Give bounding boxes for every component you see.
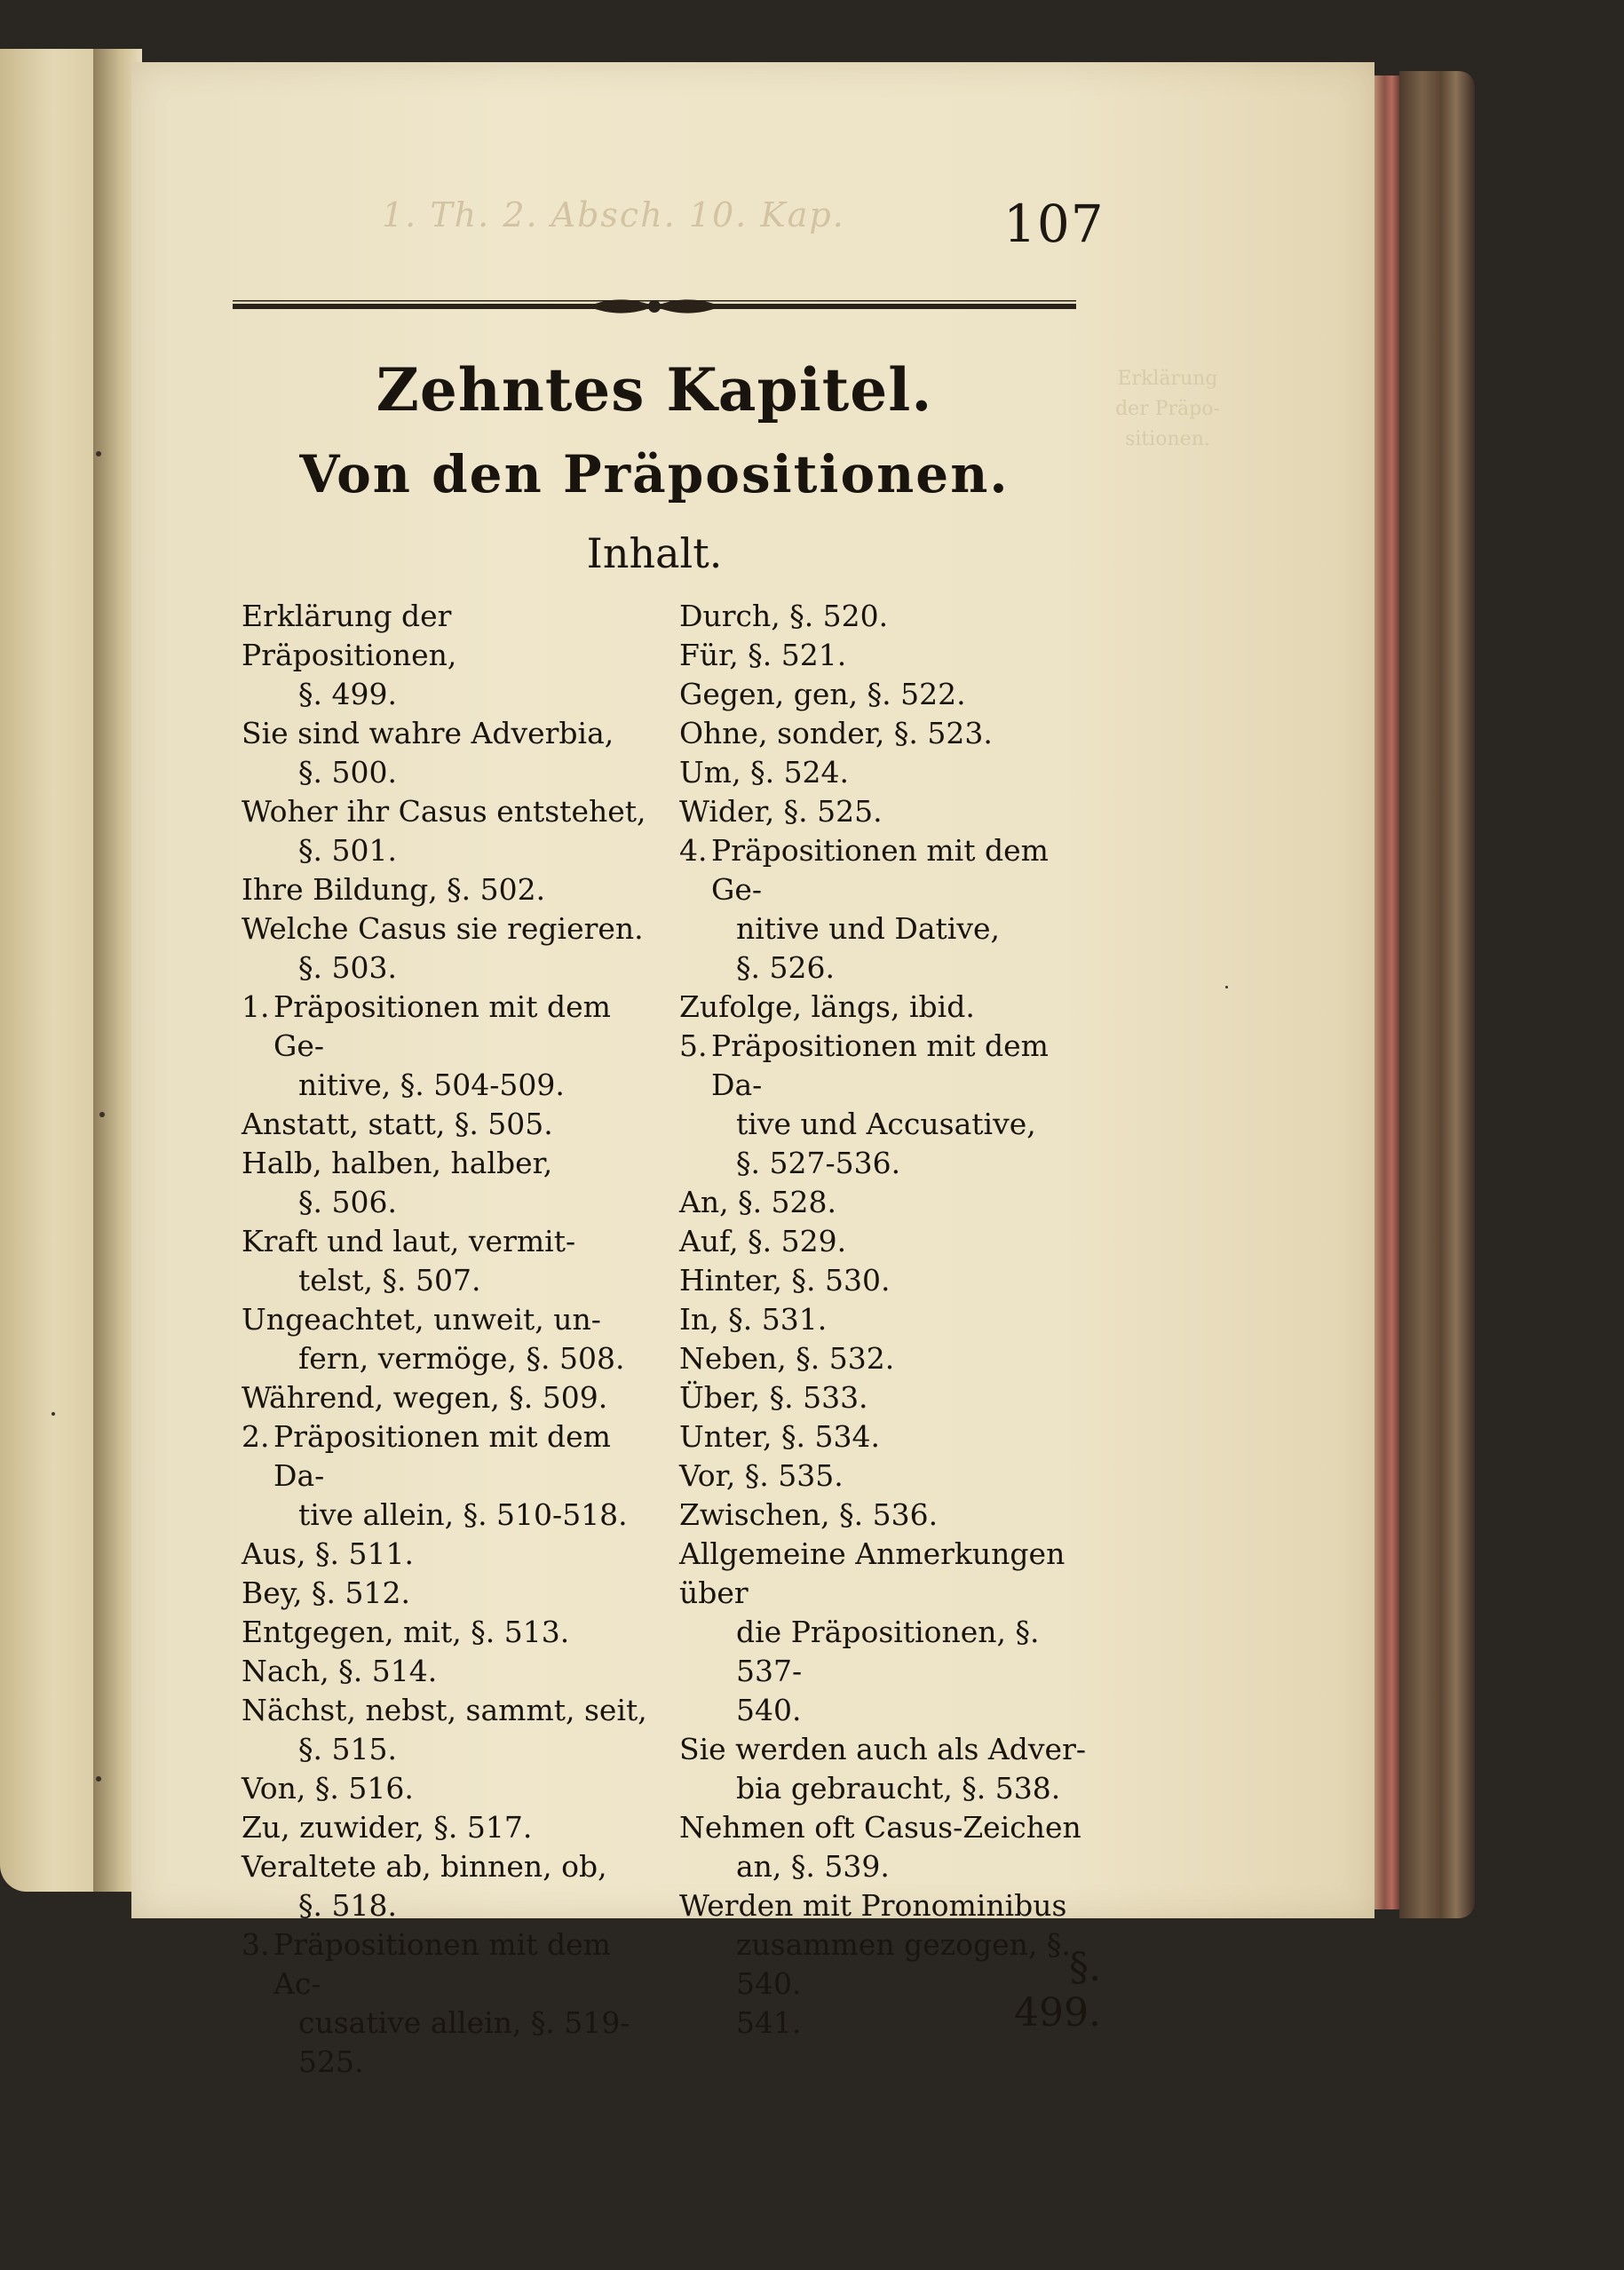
page-edge	[1374, 75, 1399, 1909]
entry-number: 3.	[242, 1927, 270, 1962]
entry-line: zusammen gezogen, §. 540.	[736, 1927, 1071, 2001]
contents-entry	[242, 1925, 659, 2082]
entry-line: Von, §. 516.	[242, 1771, 414, 1806]
entry-line: Erklärung der Präpositionen,	[242, 599, 457, 672]
entry-line: Sie sind wahre Adverbia,	[242, 716, 614, 750]
contents-entry	[679, 714, 1101, 753]
contents-entry	[679, 753, 1101, 792]
entry-line: §. 503.	[298, 950, 397, 985]
ornament-center	[648, 300, 661, 313]
entry-line: Nach, §. 514.	[242, 1654, 438, 1688]
entry-line: Durch, §. 520.	[679, 599, 889, 633]
entry-line: Wider, §. 525.	[679, 794, 883, 829]
entry-line: Entgegen, mit, §. 513.	[242, 1615, 570, 1649]
contents-entry	[679, 1730, 1101, 1808]
contents-entry	[679, 1417, 1101, 1456]
contents-entry	[242, 988, 659, 1105]
entry-line: §. 526.	[736, 950, 835, 985]
entry-line: Allgemeine Anmerkungen über	[679, 1536, 1066, 1610]
entry-line: §. 499.	[298, 677, 397, 711]
entry-line: Woher ihr Casus entstehet,	[242, 794, 646, 829]
contents-entry	[679, 1027, 1101, 1183]
entry-line: Auf, §. 529.	[679, 1224, 847, 1258]
contents-entry	[242, 1691, 659, 1769]
entry-line: cusative allein, §. 519-	[298, 2005, 630, 2040]
contents-entry	[679, 831, 1101, 988]
contents-entry	[242, 1105, 659, 1144]
contents-entry	[242, 1222, 659, 1300]
entry-line: Für, §. 521.	[679, 638, 847, 672]
entry-line: Nächst, nebst, sammt, seit,	[242, 1693, 647, 1727]
entry-line: fern, vermöge, §. 508.	[298, 1341, 625, 1376]
entry-line: §. 500.	[298, 755, 397, 790]
entry-line: Halb, halben, halber,	[242, 1146, 553, 1180]
entry-line: Präpositionen mit dem Ge-	[711, 833, 1049, 907]
entry-line: Ungeachtet, unweit, un-	[242, 1302, 601, 1337]
entry-line: Vor, §. 535.	[679, 1458, 844, 1493]
contents-left-column	[242, 597, 659, 2082]
entry-line: Zwischen, §. 536.	[679, 1497, 939, 1532]
contents-entry	[242, 870, 659, 909]
entry-line: Werden mit Pronominibus	[679, 1888, 1067, 1923]
entry-line: Nehmen oft Casus-Zeichen	[679, 1810, 1081, 1845]
ghost-margin-line: Erklärung	[1117, 368, 1218, 390]
ghost-margin-line: sitionen.	[1125, 428, 1210, 450]
entry-line: Ohne, sonder, §. 523.	[679, 716, 993, 750]
page-number: 107	[1003, 194, 1105, 254]
contents-entry	[242, 1535, 659, 1574]
contents-entry	[242, 1652, 659, 1691]
contents-entry	[679, 636, 1101, 675]
contents-entry	[679, 1339, 1101, 1378]
entry-line: Kraft und laut, vermit-	[242, 1224, 576, 1258]
entry-line: Präpositionen mit dem Ac-	[273, 1927, 611, 2001]
contents-entry	[679, 1222, 1101, 1261]
entry-line: Präpositionen mit dem Da-	[273, 1419, 611, 1493]
entry-line: §. 515.	[298, 1732, 397, 1766]
entry-line: nitive und Dative,	[736, 911, 1001, 946]
chapter-title: Zehntes Kapitel.	[376, 355, 933, 425]
bleed-through-margin	[1105, 364, 1230, 455]
contents-entry	[242, 1847, 659, 1925]
entry-line: tive allein, §. 510-518.	[298, 1497, 628, 1532]
book-cover	[1399, 71, 1475, 1918]
entry-line: Gegen, gen, §. 522.	[679, 677, 966, 711]
contents-entry	[679, 1496, 1101, 1535]
entry-line: Zufolge, längs, ibid.	[679, 989, 975, 1024]
contents-right-column	[679, 597, 1101, 2043]
contents-entry	[242, 792, 659, 870]
entry-line: telst, §. 507.	[298, 1263, 481, 1298]
entry-line: §. 501.	[298, 833, 397, 868]
entry-line: an, §. 539.	[736, 1849, 890, 1884]
contents-entry	[679, 792, 1101, 831]
entry-line: §. 527-536.	[736, 1146, 901, 1180]
entry-line: 540.	[736, 1693, 802, 1727]
contents-entry	[679, 1378, 1101, 1417]
entry-line: Zu, zuwider, §. 517.	[242, 1810, 533, 1845]
contents-entry	[242, 1144, 659, 1222]
contents-entry	[679, 1456, 1101, 1496]
contents-entry	[679, 1183, 1101, 1222]
contents-entry	[242, 1417, 659, 1535]
entry-line: tive und Accusative,	[736, 1107, 1036, 1141]
entry-line: Präpositionen mit dem Ge-	[273, 989, 611, 1063]
contents-entry	[242, 1808, 659, 1847]
entry-line: Ihre Bildung, §. 502.	[242, 872, 546, 907]
contents-entry	[679, 1261, 1101, 1300]
entry-number: 4.	[679, 833, 708, 868]
entry-number: 1.	[242, 989, 270, 1024]
contents-entry	[242, 909, 659, 988]
contents-entry	[242, 1300, 659, 1378]
entry-number: 2.	[242, 1419, 270, 1454]
entry-line: An, §. 528.	[679, 1185, 837, 1219]
contents-entry	[242, 1378, 659, 1417]
bleed-through-header: 1. Th. 2. Absch. 10. Kap.	[382, 195, 845, 234]
contents-entry	[679, 1535, 1101, 1730]
contents-entry	[679, 1808, 1101, 1886]
entry-number: 5.	[679, 1028, 708, 1063]
chapter-subtitle: Von den Präpositionen.	[299, 444, 1010, 504]
entry-line: §. 506.	[298, 1185, 397, 1219]
contents-entry	[242, 714, 659, 792]
ghost-margin-line: der Präpo-	[1115, 398, 1220, 420]
contents-entry	[242, 1769, 659, 1808]
entry-line: Hinter, §. 530.	[679, 1263, 891, 1298]
entry-line: Sie werden auch als Adver-	[679, 1732, 1086, 1766]
entry-line: die Präpositionen, §. 537-	[736, 1615, 1040, 1688]
entry-line: In, §. 531.	[679, 1302, 828, 1337]
entry-line: nitive, §. 504-509.	[298, 1068, 565, 1102]
catchword-section-ref: §. 499.	[1014, 1945, 1101, 2036]
contents-heading: Inhalt.	[586, 529, 723, 577]
entry-line: 525.	[298, 2044, 364, 2079]
entry-line: Unter, §. 534.	[679, 1419, 880, 1454]
contents-entry	[679, 675, 1101, 714]
contents-entry	[679, 597, 1101, 636]
entry-line: Welche Casus sie regieren.	[242, 911, 644, 946]
entry-line: bia gebraucht, §. 538.	[736, 1771, 1061, 1806]
entry-line: Neben, §. 532.	[679, 1341, 895, 1376]
entry-line: Um, §. 524.	[679, 755, 850, 790]
contents-entry	[679, 988, 1101, 1027]
contents-entry	[242, 597, 659, 714]
entry-line: Veraltete ab, binnen, ob,	[242, 1849, 607, 1884]
entry-line: Anstatt, statt, §. 505.	[242, 1107, 553, 1141]
contents-entry	[679, 1300, 1101, 1339]
entry-line: Bey, §. 512.	[242, 1576, 410, 1610]
entry-line: §. 518.	[298, 1888, 397, 1923]
entry-line: Präpositionen mit dem Da-	[711, 1028, 1049, 1102]
contents-entry	[242, 1613, 659, 1652]
entry-line: Über, §. 533.	[679, 1380, 868, 1415]
entry-line: 541.	[736, 2005, 802, 2040]
entry-line: Während, wegen, §. 509.	[242, 1380, 608, 1415]
entry-line: Aus, §. 511.	[242, 1536, 414, 1571]
ornament-rule	[233, 296, 1076, 317]
contents-entry	[242, 1574, 659, 1613]
